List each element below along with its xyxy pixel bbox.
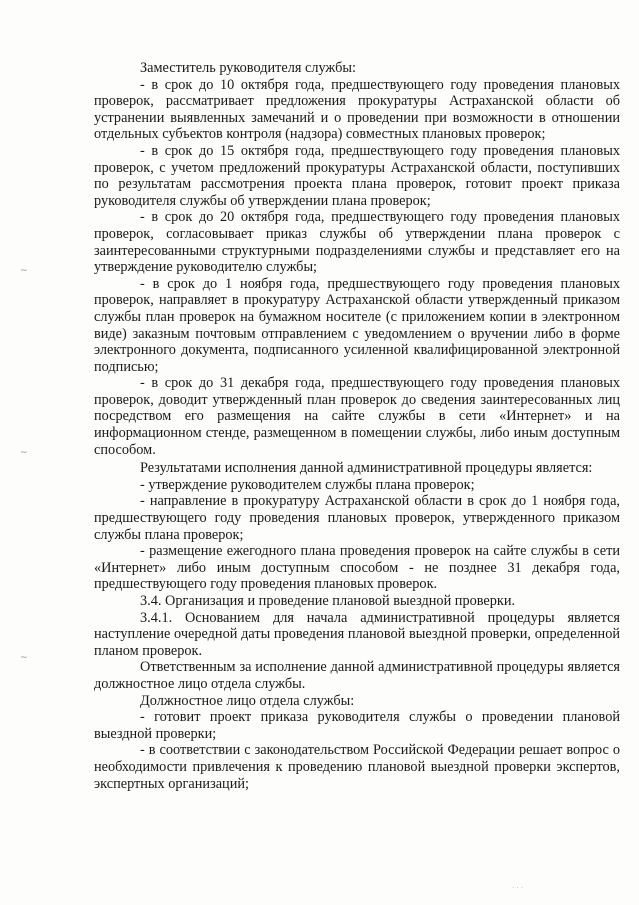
scan-margin-mark: ~ xyxy=(20,653,28,663)
paragraph-item: - в срок до 10 октября года, предшествующего году проведения плановых проверок, рассматривает предложения прокуратуры Астраханской области об устранении выявленных замечаний и о проведении при возможности в отношении отдельных субъектов контроля (надзора) совместных плановых проверок; xyxy=(94,76,620,143)
paragraph-item: - размещение ежегодного плана проведения проверок на сайте службы в сети «Интернет» либо иным доступным способом - не позднее 31 декабря года, предшествующего году проведения плановых проверок. xyxy=(94,543,620,593)
paragraph-heading-deputy: Заместитель руководителя службы: xyxy=(140,60,356,76)
paragraph-official-heading: Должностное лицо отдела службы: xyxy=(140,692,355,709)
scan-margin-mark: ~ xyxy=(20,448,28,458)
paragraph-responsible: Ответственным за исполнение данной административной процедуры является должностное лицо отдела службы. xyxy=(94,659,620,692)
document-body xyxy=(94,60,620,792)
paragraph-item: - направление в прокуратуру Астраханской области в срок до 1 ноября года, предшествующего году проведения плановых проверок, утвержденного приказом службы плана проверок; xyxy=(94,493,620,543)
paragraph-results-heading: Результатами исполнения данной административной процедуры является: xyxy=(140,460,593,477)
paragraph-item: - в срок до 15 октября года, предшествующего году проведения плановых проверок, с учетом предложений прокуратуры Астраханской области, поступивших по результатам рассмотрения проекта плана проверок, готовит проект приказа руководителя службы об утверждении плана проверок; xyxy=(94,142,620,209)
paragraph-item: - в срок до 31 декабря года, предшествующего году проведения плановых проверок, доводит утвержденный план проверок до сведения заинтересованных лиц посредством его размещения на сайте службы в сети «Интернет» и на информационном стенде, размещенном в помещении службы, либо иным доступным способом. xyxy=(94,375,620,458)
paragraph-item: - в срок до 20 октября года, предшествующего году проведения плановых проверок, согласовывает приказ службы об утверждении плана проверок с заинтересованными структурными подразделениями службы и представляет его на утверждение руководителю службы; xyxy=(94,209,620,276)
scan-margin-mark: ~ xyxy=(20,266,28,276)
paragraph-item: - утверждение руководителем службы плана проверок; xyxy=(140,476,475,493)
paragraph-item: - в срок до 1 ноября года, предшествующего году проведения плановых проверок, направляет в прокуратуру Астраханской области утвержденный приказом службы план проверок на бумажном носителе (с приложением копии в электронном виде) заказным почтовым отправлением с уведомлением о вручении либо в форме электронного документа, подписанного усиленной квалифицированной электронной подписью; xyxy=(94,275,620,375)
paragraph-3-4-1: 3.4.1. Основанием для начала административной процедуры является наступление очередной даты проведения плановой выездной проверки, определенной планом проверок. xyxy=(94,609,620,659)
scan-footer-mark: · · · xyxy=(512,884,524,892)
paragraph-item: - в соответствии с законодательством Российской Федерации решает вопрос о необходимости привлечения к проведению плановой выездной проверки экспертов, экспертных организаций; xyxy=(94,742,620,792)
paragraph-item: - готовит проект приказа руководителя службы о проведении плановой выездной проверки; xyxy=(94,709,620,742)
section-heading-3-4: 3.4. Организация и проведение плановой выездной проверки. xyxy=(140,593,516,609)
